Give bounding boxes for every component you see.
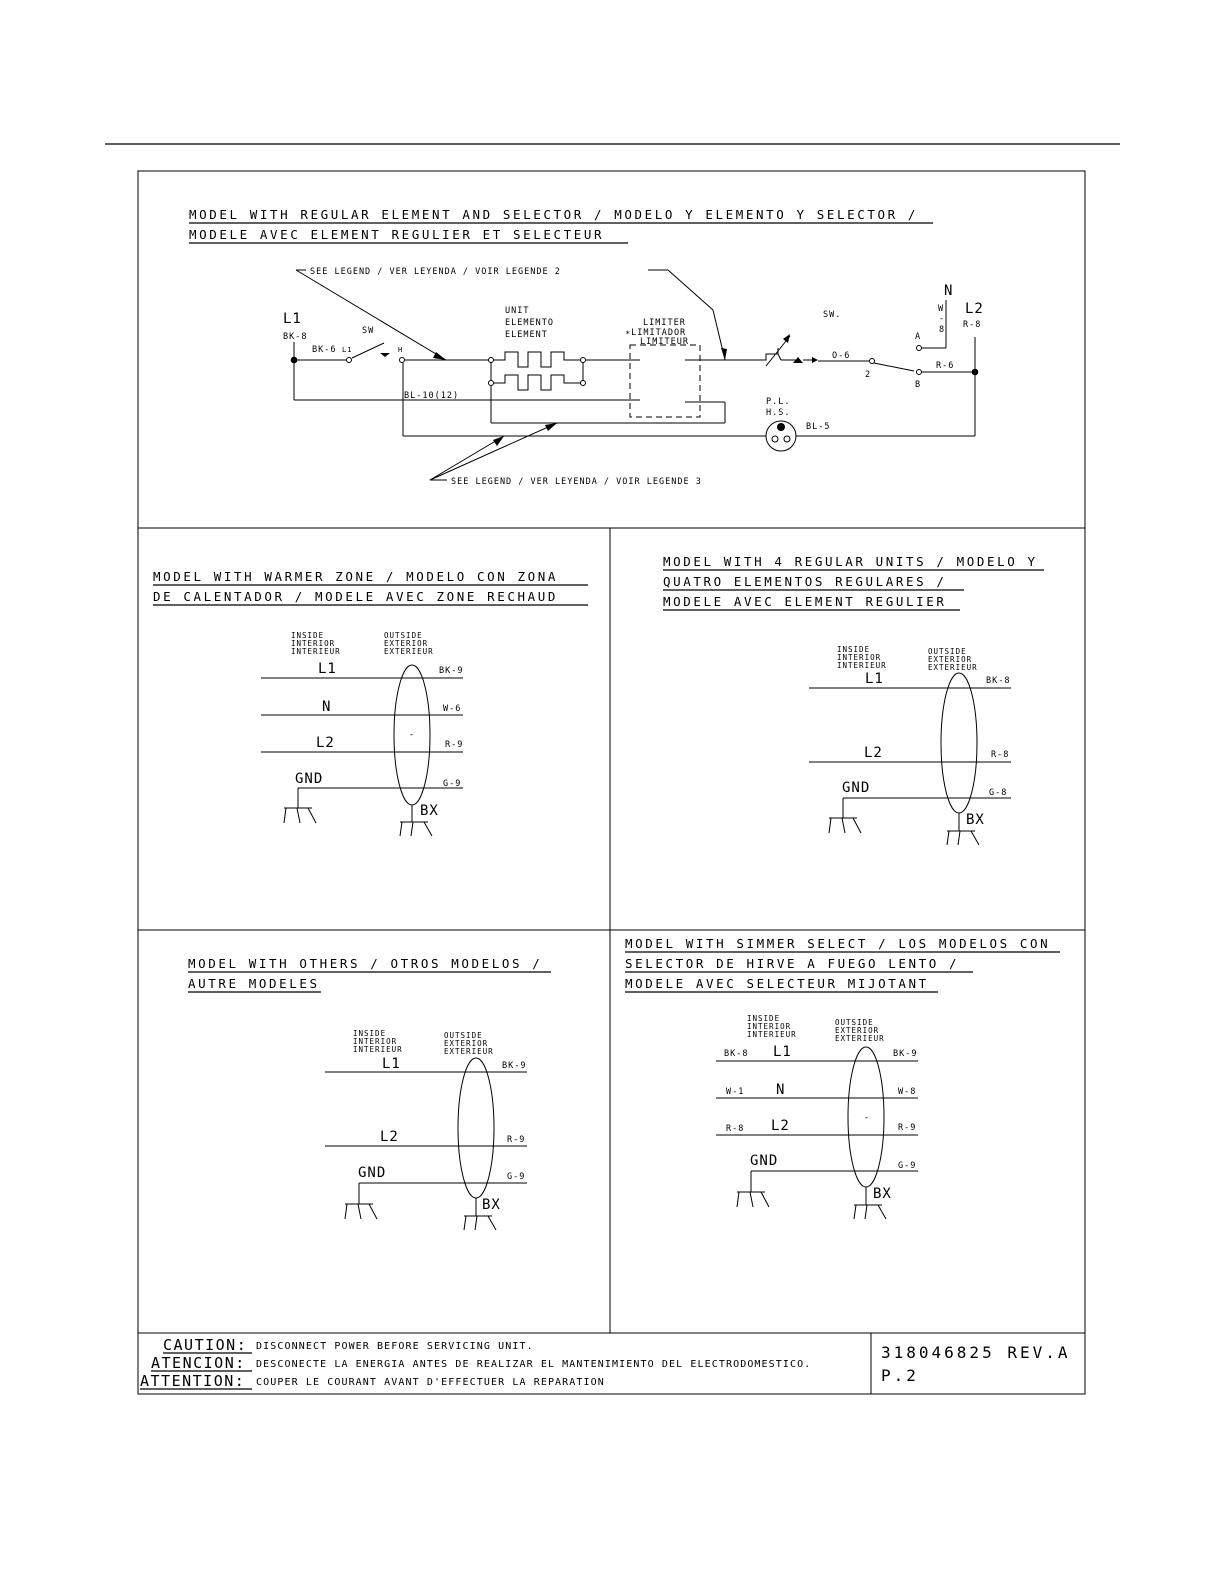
caution-text: DISCONNECT POWER BEFORE SERVICING UNIT. [256, 1341, 534, 1352]
simmer-outside-2: EXTERIEUR [835, 1034, 885, 1043]
simmer-n: N [776, 1082, 786, 1098]
simmer-bk-in: BK-8 [724, 1049, 749, 1059]
units4-outside-2: EXTERIEUR [928, 663, 978, 672]
warmer-bx: BX [420, 803, 439, 819]
simmer-inside-0: INSIDE [747, 1014, 781, 1023]
atencion-label: ATENCION: [151, 1354, 246, 1372]
panel-others [188, 956, 551, 1230]
units4-bk: BK-8 [986, 676, 1011, 686]
panel1-title-line2: MODELE AVEC ELEMENT REGULIER ET SELECTEUR [189, 227, 605, 242]
units4-inside-2: INTERIEUR [837, 661, 887, 670]
others-bx: BX [482, 1197, 501, 1213]
panel-warmer-zone [153, 569, 588, 836]
others-outside-2: EXTERIEUR [444, 1047, 494, 1056]
sw-right-label: SW. [823, 310, 842, 320]
others-inside-0: INSIDE [353, 1029, 387, 1038]
panel1-title-line1: MODEL WITH REGULAR ELEMENT AND SELECTOR / MODELO Y ELEMENTO Y SELECTOR / [189, 207, 919, 222]
unit-label: UNIT [505, 306, 530, 316]
hs-label: H.S. [766, 408, 791, 418]
warmer-outside-1: EXTERIOR [384, 639, 429, 648]
units4-title-line1: MODEL WITH 4 REGULAR UNITS / MODELO Y [663, 554, 1038, 569]
warmer-title-line1: MODEL WITH WARMER ZONE / MODELO CON ZONA [153, 569, 559, 584]
simmer-inside-1: INTERIOR [747, 1022, 792, 1031]
limiter-label: LIMITER [643, 318, 686, 328]
caution-label: CAUTION: [163, 1336, 248, 1354]
simmer-g: G-9 [898, 1161, 917, 1171]
w8-num: 8 [939, 325, 946, 335]
l1-label: L1 [283, 311, 302, 327]
units4-r: R-8 [991, 750, 1010, 760]
attention-label: ATTENTION: [140, 1372, 246, 1390]
bl10-label: BL-10(12) [404, 391, 460, 401]
units4-bx: BX [966, 812, 985, 828]
units4-l1: L1 [865, 671, 884, 687]
others-outside-1: EXTERIOR [444, 1039, 489, 1048]
others-title-line1: MODEL WITH OTHERS / OTROS MODELOS / [188, 956, 543, 971]
simmer-title-line3: MODELE AVEC SELECTEUR MIJOTANT [625, 976, 929, 991]
two-label: 2 [865, 370, 872, 380]
n-label: N [944, 283, 954, 299]
legend2-note: SEE LEGEND / VER LEYENDA / VOIR LEGENDE 2 [310, 267, 561, 277]
others-l1: L1 [382, 1056, 401, 1072]
simmer-dot: - [864, 1113, 871, 1123]
units4-outside-0: OUTSIDE [928, 647, 967, 656]
simmer-w: W-8 [898, 1087, 917, 1097]
units4-gnd: GND [842, 780, 871, 796]
simmer-l1: L1 [773, 1044, 792, 1060]
simmer-l2: L2 [771, 1118, 790, 1134]
simmer-r-in: R-8 [726, 1124, 745, 1134]
frame [138, 171, 1085, 1394]
simmer-r: R-9 [898, 1123, 917, 1133]
others-inside-2: INTERIEUR [353, 1045, 403, 1054]
warmer-n: N [322, 699, 332, 715]
warmer-inside-1: INTERIOR [291, 639, 336, 648]
bk6-label: BK-6 [312, 345, 337, 355]
units4-inside-0: INSIDE [837, 645, 871, 654]
l1-small-label: L1 [342, 346, 353, 354]
units4-title-line3: MODELE AVEC ELEMENT REGULIER [663, 594, 947, 609]
warmer-l2: L2 [316, 735, 335, 751]
warmer-r: R-9 [445, 740, 464, 750]
units4-l2: L2 [864, 745, 883, 761]
others-title-line2: AUTRE MODELES [188, 976, 320, 991]
others-g: G-9 [507, 1172, 526, 1182]
warmer-dot: - [409, 730, 416, 740]
others-bk: BK-9 [502, 1061, 527, 1071]
pl-label: P.L. [766, 397, 791, 407]
warmer-inside-2: INTERIEUR [291, 647, 341, 656]
warmer-title-line2: DE CALENTADOR / MODELE AVEC ZONE RECHAUD [153, 589, 559, 604]
w8-top: W [938, 304, 945, 314]
l2-label: L2 [965, 301, 984, 317]
units4-outside-1: EXTERIOR [928, 655, 973, 664]
simmer-title-line1: MODEL WITH SIMMER SELECT / LOS MODELOS CON [625, 936, 1051, 951]
warmer-outside-0: OUTSIDE [384, 631, 423, 640]
o6-label: O-6 [832, 351, 851, 361]
r8-label: R-8 [963, 320, 982, 330]
bk8-label: BK-8 [283, 332, 308, 342]
others-outside-0: OUTSIDE [444, 1031, 483, 1040]
h-small-label: H [398, 346, 404, 354]
attention-text: COUPER LE COURANT AVANT D'EFFECTUER LA REPARATION [256, 1377, 605, 1388]
simmer-inside-2: INTERIEUR [747, 1030, 797, 1039]
legend3-note: SEE LEGEND / VER LEYENDA / VOIR LEGENDE 3 [451, 477, 702, 487]
w8-dash: - [939, 314, 946, 324]
panel-regular-element-selector [189, 207, 984, 487]
others-inside-1: INTERIOR [353, 1037, 398, 1046]
footer-caution-block [140, 1336, 1071, 1390]
bl5-label: BL-5 [806, 422, 831, 432]
units4-inside-1: INTERIOR [837, 653, 882, 662]
others-r: R-9 [507, 1135, 526, 1145]
simmer-title-line2: SELECTOR DE HIRVE A FUEGO LENTO / [625, 956, 960, 971]
warmer-w: W-6 [443, 704, 462, 714]
units4-g: G-8 [989, 788, 1008, 798]
warmer-bk: BK-9 [439, 666, 464, 676]
elemento-label: ELEMENTO [505, 318, 554, 328]
simmer-outside-1: EXTERIOR [835, 1026, 880, 1035]
warmer-l1: L1 [318, 661, 337, 677]
others-l2: L2 [380, 1129, 399, 1145]
simmer-bx: BX [873, 1186, 892, 1202]
panel-4-regular-units [663, 554, 1044, 845]
units4-title-line2: QUATRO ELEMENTOS REGULARES / [663, 574, 947, 589]
simmer-w-in: W-1 [726, 1087, 745, 1097]
r6-label: R-6 [936, 361, 955, 371]
panel-simmer-select [625, 936, 1060, 1219]
b-label: B [915, 380, 922, 390]
simmer-outside-0: OUTSIDE [835, 1018, 874, 1027]
warmer-outside-2: EXTERIEUR [384, 647, 434, 656]
sw-left-label: SW [362, 326, 375, 336]
part-number: 318046825 REV.A [881, 1343, 1071, 1362]
page-number: P.2 [881, 1366, 919, 1385]
limiteur-label: LIMITEUR [640, 337, 689, 347]
limitador-label: ∗LIMITADOR [625, 328, 687, 338]
a-label: A [915, 332, 922, 342]
simmer-gnd: GND [750, 1153, 779, 1169]
warmer-g: G-9 [443, 779, 462, 789]
warmer-gnd: GND [295, 771, 324, 787]
others-gnd: GND [358, 1165, 387, 1181]
simmer-bk: BK-9 [893, 1049, 918, 1059]
warmer-inside-0: INSIDE [291, 631, 325, 640]
atencion-text: DESCONECTE LA ENERGIA ANTES DE REALIZAR EL MANTENIMIENTO DEL ELECTRODOMESTICO. [256, 1359, 812, 1370]
element-label: ELEMENT [505, 330, 548, 340]
